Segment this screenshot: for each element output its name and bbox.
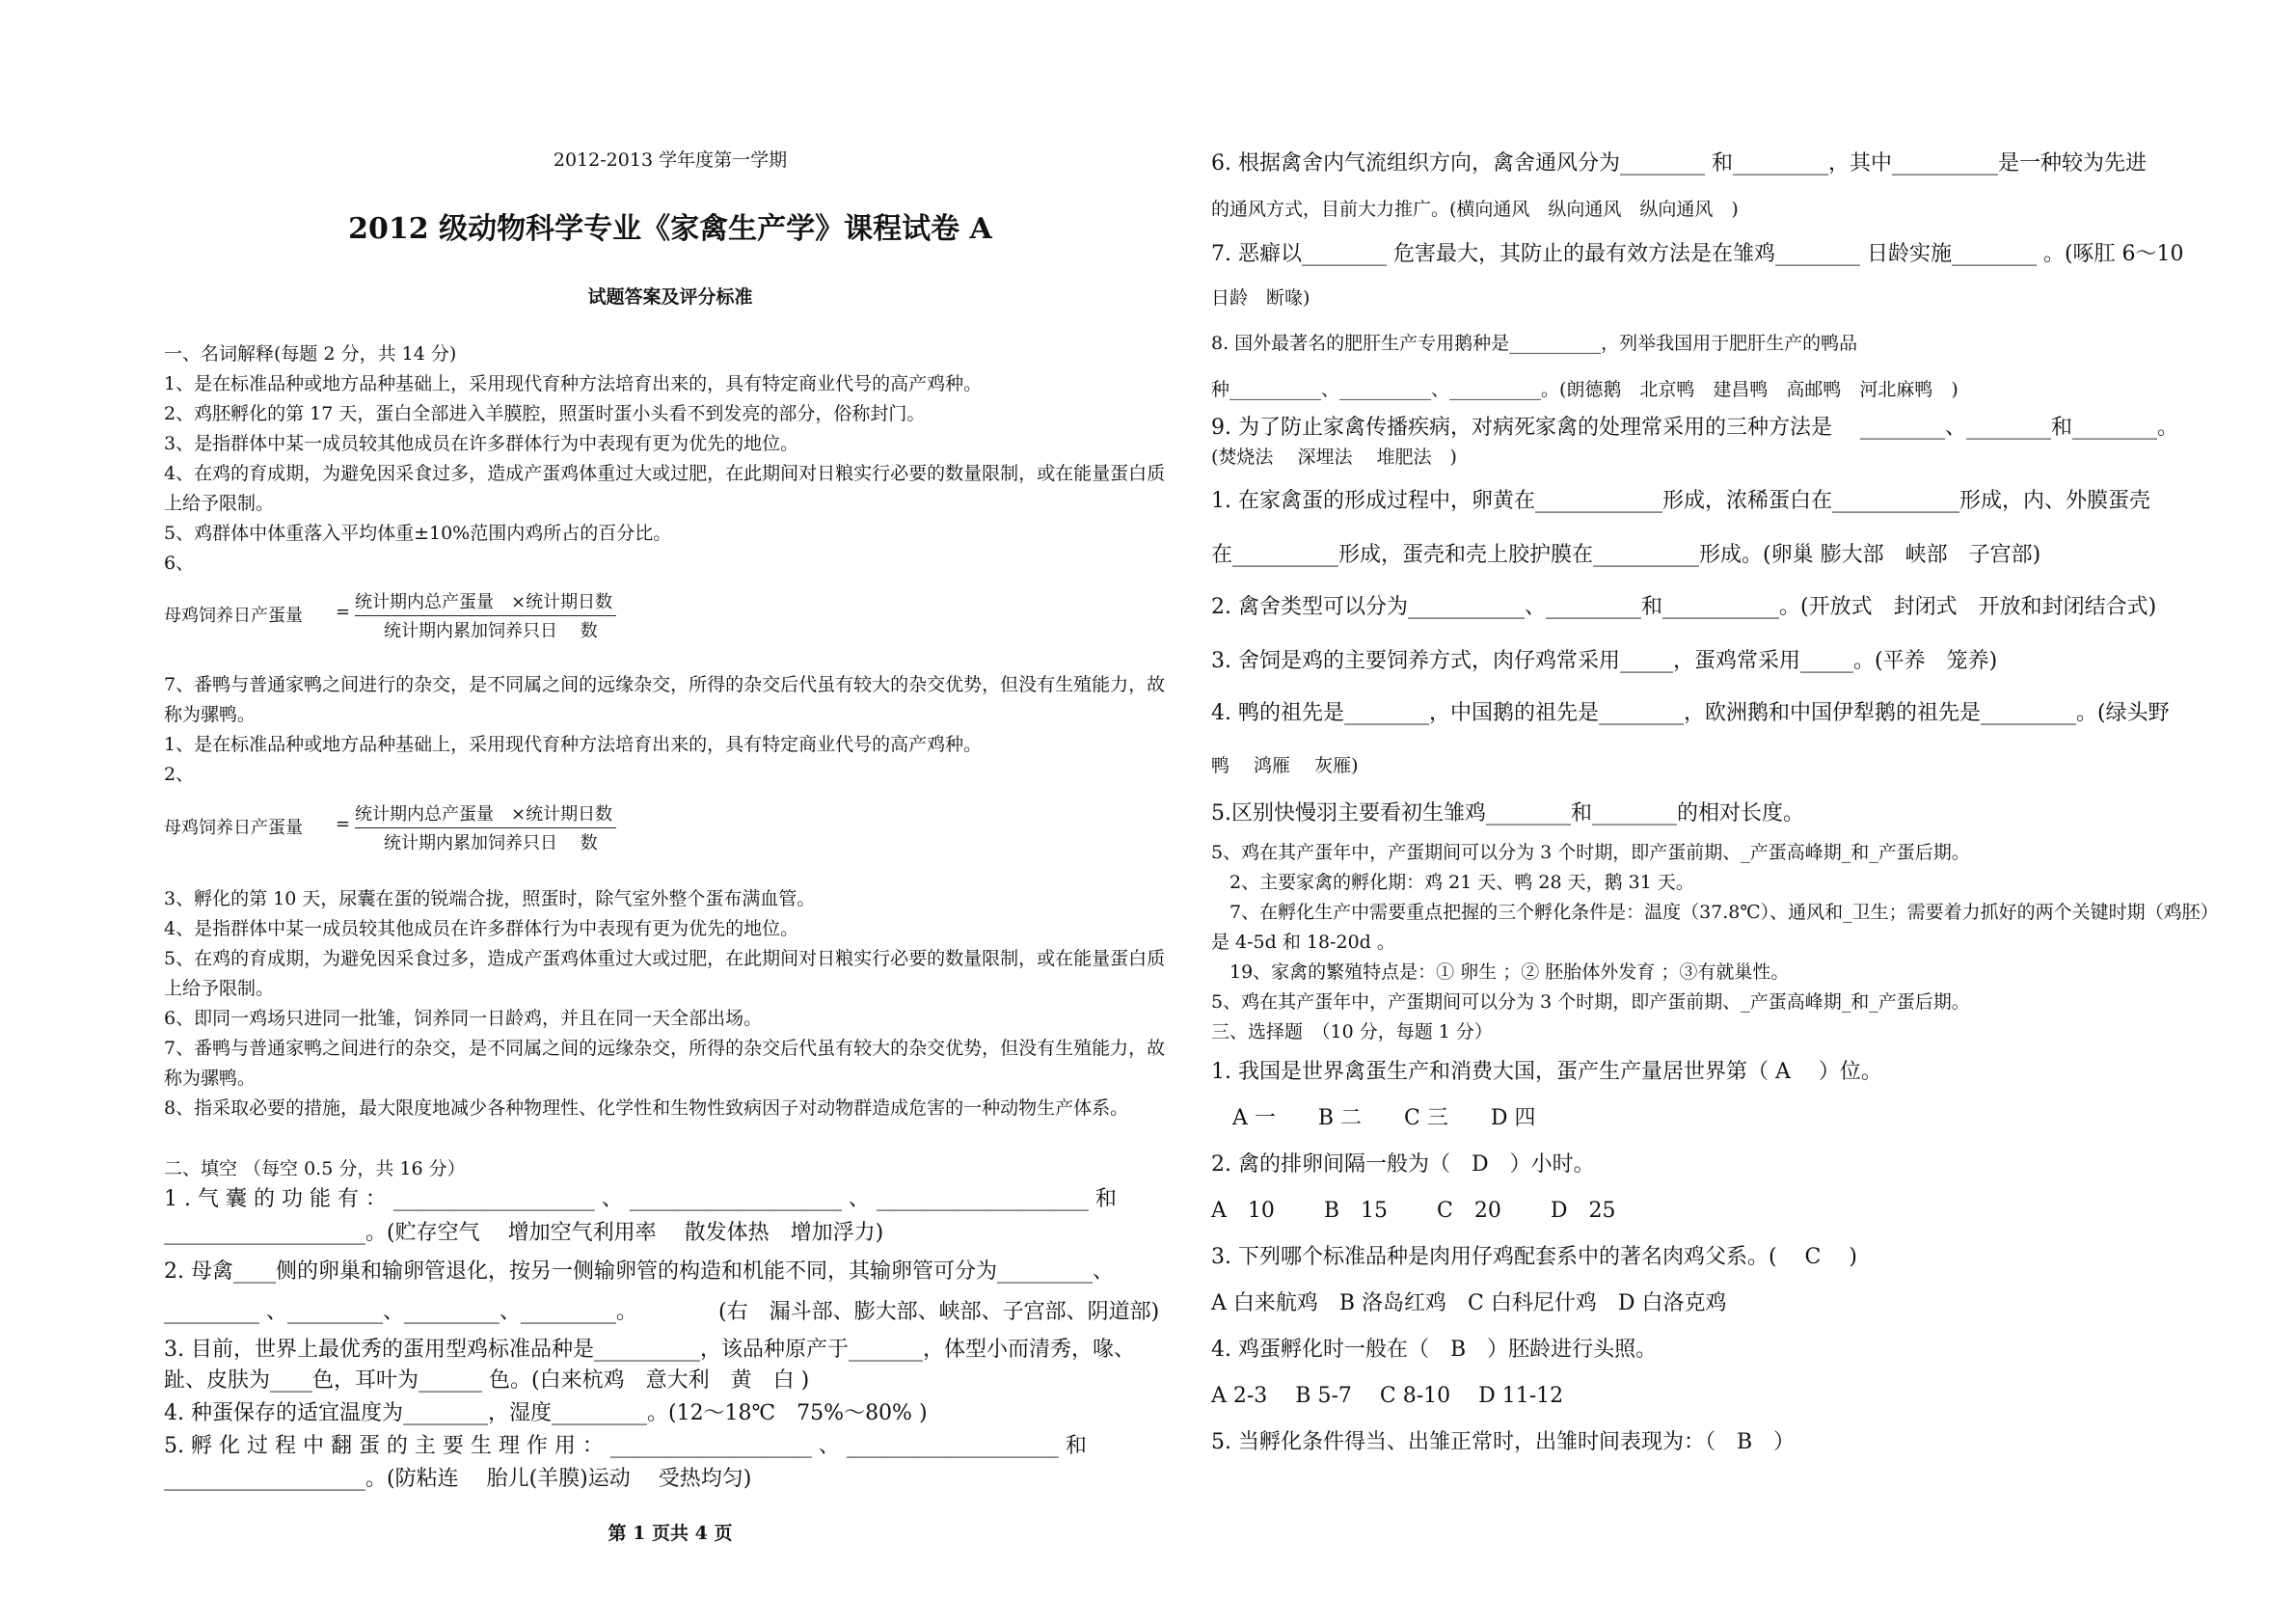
page-footer: 第 1 页共 4 页 (608, 1523, 733, 1544)
formula-label: 母鸡饲养日产蛋量 (164, 818, 303, 838)
fill-question: 1. 在家禽蛋的形成过程中，卵黄在____________形成，浓稀蛋白在____________形成，内、外膜蛋壳 (1211, 489, 2150, 513)
answer-line: 2、鸡胚孵化的第 17 天，蛋白全部进入羊膜腔，照蛋时蛋小头看不到发亮的部分，俗称封门。 (164, 403, 926, 424)
section-terms-heading: 一、名词解释(每题 2 分，共 14 分) (164, 343, 457, 365)
fill-question: 8. 国外最著名的肥肝生产专用鹅种是__________，列举我国用于肥肝生产的鸭品 (1211, 333, 1858, 354)
answer-line: 称为骡鸭。 (164, 704, 257, 725)
fill-answer: 是 4-5d 和 18-20d 。 (1211, 932, 1395, 953)
answer-line: 4、在鸡的育成期，为避免因采食过多，造成产蛋鸡体重过大或过肥，在此期间对日粮实行必要的数量限制，或在能量蛋白质 (164, 463, 1166, 484)
fill-question: 3. 目前，世界上最优秀的蛋用型鸡标准品种是__________，该品种原产于_______，体型小而清秀，喙、 (164, 1338, 1135, 1362)
section-choice-heading: 三、选择题 （10 分，每题 1 分） (1211, 1021, 1493, 1042)
egg-production-formula (164, 588, 665, 646)
choice-options: A 白来航鸡 B 洛岛红鸡 C 白科尼什鸡 D 白洛克鸡 (1211, 1291, 1727, 1315)
fill-question: 4. 鸭的祖先是________，中国鹅的祖先是________，欧洲鹅和中国伊犁鹅的祖先是_________。(绿头野 (1211, 701, 2170, 725)
fill-question: 3. 舍饲是鸡的主要饲养方式，肉仔鸡常采用_____，蛋鸡常采用_____。(平养 笼养) (1211, 649, 1998, 673)
choice-question: 4. 鸡蛋孵化时一般在（ B ）胚龄进行头照。 (1211, 1338, 1658, 1362)
fill-question: _________ 、_________、_________、_________。 (右 漏斗部、膨大部、峡部、子宫部、阴道部) (164, 1300, 1160, 1324)
formula-denominator: 统计期内累加饲养只日 数 (384, 621, 598, 641)
fill-question: 7. 恶癖以________ 危害最大，其防止的最有效方法是在雏鸡________ 日龄实施________ 。(啄肛 6～10 (1211, 242, 2184, 266)
answer-line: 3、孵化的第 10 天，尿囊在蛋的锐端合拢，照蛋时，除气室外整个蛋布满血管。 (164, 888, 816, 909)
fill-answer: 5、鸡在其产蛋年中，产蛋期间可以分为 3 个时期，即产蛋前期、_产蛋高峰期_和_产蛋后期。 (1211, 842, 1970, 863)
formula-numerator: 统计期内总产蛋量 ×统计期日数 (355, 588, 616, 616)
exam-title: 2012 级动物科学专业《家禽生产学》课程试卷 A (348, 212, 992, 246)
answer-line: 6、 (164, 553, 195, 574)
answer-line: 5、在鸡的育成期，为避免因采食过多，造成产蛋鸡体重过大或过肥，在此期间对日粮实行必要的数量限制，或在能量蛋白质 (164, 948, 1166, 969)
answer-line: 5、鸡群体中体重落入平均体重±10%范围内鸡所占的百分比。 (164, 523, 672, 544)
egg-production-formula (164, 800, 665, 858)
answer-line: 称为骡鸭。 (164, 1068, 257, 1089)
fill-question: ___________________。(防粘连 胎儿(羊膜)运动 受热均匀) (164, 1467, 752, 1491)
fill-question: 种__________、__________、__________。(朗德鹅 北京鸭 建昌鸭 高邮鸭 河北麻鸭 ) (1211, 379, 1958, 400)
fill-question: 6. 根据禽舍内气流组织方向，禽舍通风分为________ 和_________，其中__________是一种较为先进 (1211, 151, 2147, 176)
fill-question: 2. 禽舍类型可以分为___________、_________和___________。(开放式 封闭式 开放和封闭结合式) (1211, 595, 2157, 619)
answer-line: 上给予限制。 (164, 493, 275, 514)
fill-answer: 7、在孵化生产中需要重点把握的三个孵化条件是：温度（37.8℃）、通风和_卫生；需要着力抓好的两个关键时期（鸡胚） (1211, 902, 2219, 923)
fill-question: 的通风方式，目前大力推广。(横向通风 纵向通风 纵向通风 ) (1211, 199, 1739, 220)
fill-question: 5. 孵 化 过 程 中 翻 蛋 的 主 要 生 理 作 用 ： ___________________ 、 ____________________ 和 (164, 1434, 1087, 1458)
choice-options: A 10 B 15 C 20 D 25 (1211, 1199, 1616, 1223)
fill-question: 趾、皮肤为____色，耳叶为______ 色。(白来杭鸡 意大利 黄 白 ) (164, 1368, 810, 1393)
formula-numerator: 统计期内总产蛋量 ×统计期日数 (355, 800, 616, 828)
fill-question: 5.区别快慢羽主要看初生雏鸡________和________的相对长度。 (1211, 801, 1804, 826)
choice-question: 2. 禽的排卵间隔一般为（ D ）小时。 (1211, 1152, 1595, 1177)
fill-question: 2. 母禽____侧的卵巢和输卵管退化，按另一侧输卵管的构造和机能不同，其输卵管可分为_________、 (164, 1259, 1114, 1284)
formula-denominator: 统计期内累加饲养只日 数 (384, 833, 598, 853)
fill-question: 在__________形成，蛋壳和壳上胶护膜在__________形成。(卵巢 膨大部 峡部 子宫部) (1211, 543, 2041, 567)
answer-subtitle: 试题答案及评分标准 (587, 286, 753, 308)
fill-question: 4. 种蛋保存的适宜温度为________，湿度_________。(12～18℃ 75%～80% ) (164, 1401, 928, 1425)
answer-line: 上给予限制。 (164, 978, 275, 999)
fill-question: 鸭 鸿雁 灰雁) (1211, 755, 1359, 776)
choice-question: 3. 下列哪个标准品种是肉用仔鸡配套系中的著名肉鸡父系。( C ) (1211, 1245, 1857, 1269)
fill-question: 日龄 断喙) (1211, 287, 1310, 309)
fill-question: 1 . 气 囊 的 功 能 有 ： ___________________ 、 ____________________ 、 ____________________ 和 (164, 1187, 1117, 1211)
answer-line: 1、是在标准品种或地方品种基础上，采用现代育种方法培育出来的，具有特定商业代号的高产鸡种。 (164, 373, 983, 394)
formula-equals: = (336, 602, 351, 622)
answer-line: 6、即同一鸡场只进同一批雏，饲养同一日龄鸡，并且在同一天全部出场。 (164, 1008, 763, 1029)
fill-question: ___________________。(贮存空气 增加空气利用率 散发体热 增加浮力) (164, 1221, 884, 1245)
fill-question: 9. 为了防止家禽传播疾病，对病死家禽的处理常采用的三种方法是 ________、________和________。 (1211, 416, 2178, 440)
choice-question: 1. 我国是世界禽蛋生产和消费大国，蛋产生产量居世界第（ A ）位。 (1211, 1060, 1882, 1084)
fill-answer: 2、主要家禽的孵化期：鸡 21 天、鸭 28 天，鹅 31 天。 (1211, 872, 1694, 893)
choice-options: A 2-3 B 5-7 C 8-10 D 11-12 (1211, 1384, 1564, 1408)
answer-line: 4、是指群体中某一成员较其他成员在许多群体行为中表现有更为优先的地位。 (164, 918, 799, 939)
section-fill-heading: 二、填空 （每空 0.5 分，共 16 分） (164, 1158, 466, 1179)
formula-equals: = (336, 814, 351, 834)
answer-line: 7、番鸭与普通家鸭之间进行的杂交，是不同属之间的远缘杂交，所得的杂交后代虽有较大的杂交优势，但没有生殖能力，故 (164, 1038, 1166, 1059)
choice-options: A 一 B 二 C 三 D 四 (1211, 1106, 1536, 1130)
formula-label: 母鸡饲养日产蛋量 (164, 606, 303, 626)
fill-question: (焚烧法 深埋法 堆肥法 ) (1211, 447, 1457, 468)
semester-line: 2012-2013 学年度第一学期 (553, 149, 788, 171)
answer-line: 2、 (164, 764, 195, 785)
fill-answer: 5、鸡在其产蛋年中，产蛋期间可以分为 3 个时期，即产蛋前期、_产蛋高峰期_和_产蛋后期。 (1211, 991, 1970, 1013)
fill-answer: 19、家禽的繁殖特点是：① 卵生 ；② 胚胎体外发育 ；③有就巢性。 (1211, 961, 1790, 983)
answer-line: 1、是在标准品种或地方品种基础上，采用现代育种方法培育出来的，具有特定商业代号的高产鸡种。 (164, 734, 983, 755)
answer-line: 3、是指群体中某一成员较其他成员在许多群体行为中表现有更为优先的地位。 (164, 433, 799, 454)
choice-question: 5. 当孵化条件得当、出雏正常时，出雏时间表现为：（ B ） (1211, 1430, 1796, 1454)
answer-line: 8、指采取必要的措施，最大限度地减少各种物理性、化学性和生物性致病因子对动物群造成危害的一种动物生产体系。 (164, 1097, 1129, 1119)
answer-line: 7、番鸭与普通家鸭之间进行的杂交，是不同属之间的远缘杂交，所得的杂交后代虽有较大的杂交优势，但没有生殖能力，故 (164, 674, 1166, 695)
